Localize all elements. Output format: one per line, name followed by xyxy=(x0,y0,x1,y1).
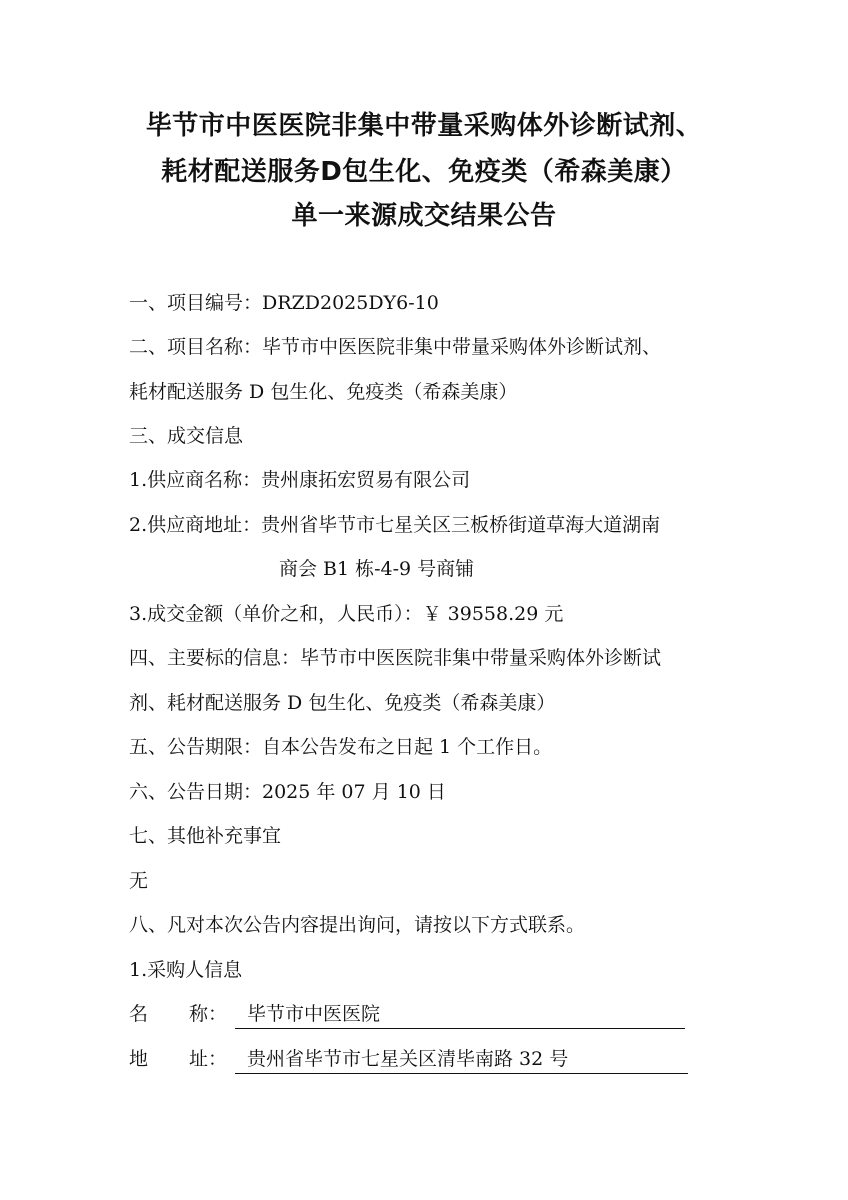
title-line-2: 耗材配送服务D包生化、免疫类（希森美康） xyxy=(161,157,687,187)
notice-period: 五、公告期限：自本公告发布之日起 1 个工作日。 xyxy=(129,736,553,758)
deal-amount: 3.成交金额（单价之和，人民币）：￥ 39558.29 元 xyxy=(129,603,564,625)
project-name-line-1: 二、项目名称：毕节市中医医院非集中带量采购体外诊断试剂、 xyxy=(129,336,662,358)
supplier-name: 1.供应商名称：贵州康拓宏贸易有限公司 xyxy=(129,469,471,491)
purchaser-address-value: 贵州省毕节市七星关区清毕南路 32 号 xyxy=(235,1045,688,1074)
notice-date: 六、公告日期：2025 年 07 月 10 日 xyxy=(129,781,446,803)
supplier-address-line-1: 2.供应商地址：贵州省毕节市七星关区三板桥街道草海大道湖南 xyxy=(129,514,661,536)
supplier-address-line-2: 商会 B1 栋-4-9 号商铺 xyxy=(279,558,475,580)
main-subject-line-2: 剂、耗材配送服务 D 包生化、免疫类（希森美康） xyxy=(129,692,556,714)
title-line-1: 毕节市中医医院非集中带量采购体外诊断试剂、 xyxy=(145,111,703,141)
main-subject-line-1: 四、主要标的信息：毕节市中医医院非集中带量采购体外诊断试 xyxy=(129,647,662,669)
name-label-char-2: 称： xyxy=(189,1003,228,1025)
deal-info-heading: 三、成交信息 xyxy=(129,425,244,447)
purchaser-name-value: 毕节市中医医院 xyxy=(235,1000,685,1029)
address-label-char-1: 地 xyxy=(129,1048,149,1070)
project-name-line-2: 耗材配送服务 D 包生化、免疫类（希森美康） xyxy=(129,381,518,403)
project-number: 一、项目编号：DRZD2025DY6-10 xyxy=(129,292,439,314)
name-label-char-1: 名 xyxy=(129,1003,149,1025)
other-matters-heading: 七、其他补充事宜 xyxy=(129,825,282,847)
other-matters-value: 无 xyxy=(129,870,149,892)
title-line-3: 单一来源成交结果公告 xyxy=(291,201,557,231)
contact-intro: 八、凡对本次公告内容提出询问，请按以下方式联系。 xyxy=(129,914,586,936)
purchaser-info-heading: 1.采购人信息 xyxy=(129,959,243,981)
address-label-char-2: 址： xyxy=(189,1048,228,1070)
